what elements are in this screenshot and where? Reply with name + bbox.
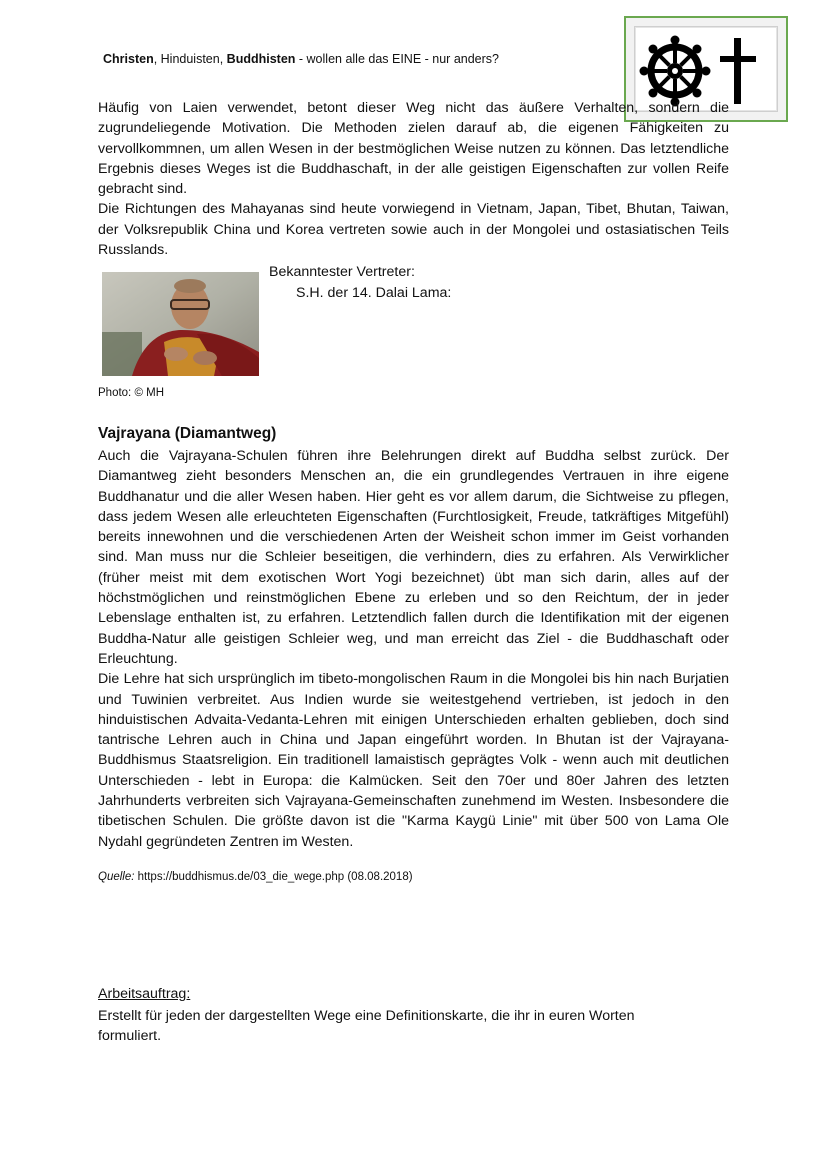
mahayana-text <box>98 98 729 260</box>
christian-cross-icon <box>720 38 756 104</box>
mahayana-paragraph: Häufig von Laien verwendet, betont dieser Weg nicht das äußere Verhalten, sondern die zugrundeliegende Motivation. Die Methoden zielen darauf ab, die eigenen Fähigkeiten zu vervollkommnen, um allen Wesen in der bestmöglichen Weise nutzen zu können. Das letztendliche Ergebnis dieses Weges ist die Buddhaschaft, in der alle geistigen Eigenschaften zur vollen Reife gebracht sind. <box>98 100 729 198</box>
page-header <box>103 52 499 66</box>
vajrayana-heading: Vajrayana (Diamantweg) <box>98 425 277 442</box>
dharma-wheel-icon <box>640 36 711 107</box>
header-buddhisten: Buddhisten <box>226 52 296 66</box>
source-label: Quelle: <box>98 871 135 883</box>
vajrayana-paragraph: Die Lehre hat sich ursprünglich im tibeto-mongolischen Raum in die Mongolei bis hin nach Burjatien und Tuwinien verbreitet. Aus Indien wurde sie weitestgehend vertrieben, ist jedoch in den hinduistischen Advaita-Vedanta-Lehren mit einigen Unterschieden erhalten geblieben, doch sind tantrische Lehren auch in China und Japan eingeführt worden. In Bhutan ist der Vajrayana-Buddhismus Staatsreligion. Ein traditionell lamaistisch geprägtes Volk - wenn auch mit deutlichen Unterschieden - lebt in Europa: die Kalmücken. Seit den 70er und 80er Jahren des letzten Jahrhunderts verbreiten sich Vajrayana-Gemeinschaften zunehmend im Westen. Insbesondere die tibetischen Schulen. Die größte davon ist die "Karma Kaygü Linie" mit über 500 von Lama Ole Nydahl gegründeten Zentren im Westen. <box>98 671 729 850</box>
header-christen: Christen <box>103 52 154 66</box>
vajrayana-text <box>98 446 729 852</box>
source-url: https://buddhismus.de/03_die_wege.php (08.08.2018) <box>134 871 413 883</box>
source-line <box>98 871 413 883</box>
vajrayana-paragraph: Auch die Vajrayana-Schulen führen ihre Belehrungen direkt auf Buddha selbst zurück. Der Diamantweg zieht besonders Menschen an, die ein grundlegendes Vertrauen in ihre eigene Buddhanatur und die aller Wesen haben. Hier geht es vor allem darum, die Sichtweise zu pflegen, dass jedem Wesen alle erleuchteten Eigenschaften (Furchtlosigkeit, Freude, tatkräftiges Mitgefühl) bereits innewohnen und die verschiedenen Arten der Weisheit schon immer im Geist vorhanden sind. Man muss nur die Schleier beseitigen, die verhindern, dies zu erfahren. Als Verwirklicher (früher meist mit dem exotischen Wort Yogi bezeichnet) übt man sich darin, alles auf der höchstmöglichen und reinstmöglichen Ebene zu erleben und so den Reichtum, der in jeder Lebenslage enthalten ist, zu erfahren. Letztendlich fallen durch die Identifikation mit der eigenen Buddha-Natur alle geistigen Schleier weg, und man erreicht das Ziel - die Buddhaschaft oder Erleuchtung. <box>98 448 729 667</box>
mahayana-paragraph: Die Richtungen des Mahayanas sind heute vorwiegend in Vietnam, Japan, Tibet, Bhutan, Taiwan, der Volksrepublik China und Korea vertreten sowie auch in der Mongolei und ostasiatischen Teils Russlands. <box>98 201 729 259</box>
representative-label: Bekanntester Vertreter: <box>269 264 415 280</box>
dalai-lama-photo <box>102 272 259 376</box>
portrait-image <box>102 272 259 376</box>
header-question: - wollen alle das EINE - nur anders? <box>295 52 499 66</box>
header-hinduisten: , Hinduisten, <box>153 52 227 66</box>
task-title: Arbeitsauftrag: <box>98 986 191 1002</box>
photo-caption: Photo: © MH <box>98 387 164 399</box>
representative-name: S.H. der 14. Dalai Lama: <box>296 285 452 301</box>
task-text: Erstellt für jeden der dargestellten Wege eine Definitionskarte, die ihr in euren Worten formuliert. <box>98 1008 635 1045</box>
